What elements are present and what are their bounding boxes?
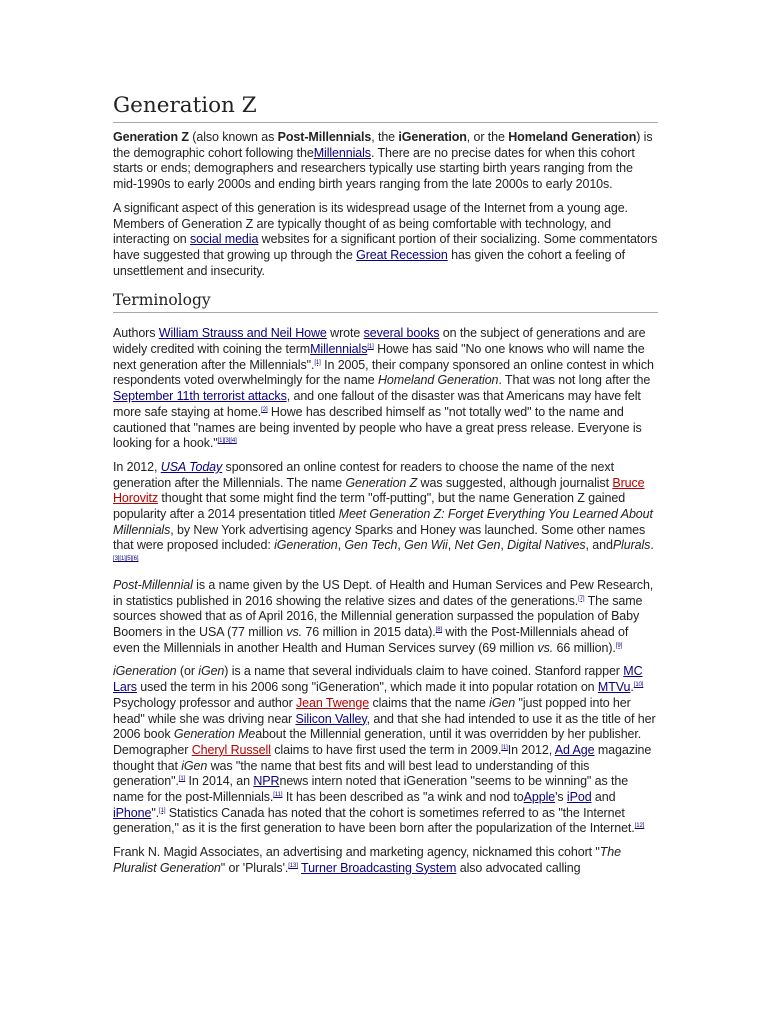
- text-run: (also known as: [188, 130, 278, 144]
- text-run: has given the cohort a feeling of unsettlement and insecurity.: [113, 247, 625, 278]
- wiki-link[interactable]: Ad Age: [554, 742, 595, 757]
- citation-link[interactable]: [1]: [159, 807, 166, 814]
- wiki-link[interactable]: USA Today: [160, 459, 223, 474]
- wiki-link[interactable]: Silicon Valley: [295, 711, 367, 726]
- text-run: sponsored an online contest for readers to choose the name of the next generation after the Millennials. The name: [113, 459, 614, 490]
- text-run: claims that the name: [369, 695, 490, 710]
- text-run: claims to have first used the term in 2009.: [270, 742, 502, 757]
- citation-link[interactable]: [1]: [314, 359, 321, 366]
- italic-term: Homeland Generation: [378, 373, 499, 388]
- text-run: In 2012,: [507, 742, 555, 757]
- citation-link[interactable]: [10]: [633, 682, 644, 689]
- text-run: and: [591, 790, 616, 805]
- text-run: .: [650, 538, 654, 553]
- text-run: Howe has said "No one knows who will name the next generation after the Millennials".: [113, 342, 645, 372]
- text-run: about the Millennial generation, until it was overridden by her publisher. Demographer: [113, 727, 642, 757]
- text-run: ,: [397, 538, 405, 553]
- text-run: .: [630, 680, 634, 695]
- wiki-link[interactable]: NPR: [253, 774, 280, 789]
- text-run: A significant aspect of this generation is its widespread usage of the Internet from a young age. Members of Generation Z are typically thought of as being comfortable with technology, and interacting on: [113, 200, 628, 247]
- text-run: was "the name that best fits and will best lead to understanding of this generation".: [113, 758, 590, 789]
- text-run: ,: [447, 538, 455, 553]
- section-heading-terminology: Terminology: [113, 290, 658, 313]
- citation-superscript: [218, 438, 237, 444]
- bold-term: Homeland Generation: [508, 130, 637, 144]
- text-run: , and that she had intended to use it as the title of her 2006 book: [113, 711, 656, 742]
- text-run: It has been described as "a wink and nod to: [282, 790, 524, 805]
- red-link[interactable]: Bruce Horovitz: [113, 475, 645, 506]
- text-run: , and: [585, 538, 613, 553]
- text-run: , the: [371, 130, 399, 144]
- wiki-link[interactable]: Millennials: [313, 145, 371, 160]
- text-run: on the subject of generations and are widely credited with coining the term: [113, 326, 646, 357]
- wiki-link[interactable]: several books: [363, 326, 440, 341]
- text-run: news intern noted that iGeneration "seems to be winning" as the name for the post-Millennials.: [113, 774, 629, 805]
- italic-term: Generation Me: [173, 727, 256, 742]
- text-run: In 2014, an: [185, 774, 254, 789]
- text-run: (or: [176, 664, 199, 679]
- bold-term: Post-Millennials: [277, 130, 372, 144]
- italic-term: iGen: [181, 758, 208, 773]
- wiki-link[interactable]: William Strauss and Neil Howe: [158, 326, 327, 341]
- italic-term: iGen: [489, 695, 516, 710]
- text-run: Authors: [113, 326, 159, 341]
- bold-term: iGeneration: [398, 130, 467, 144]
- text-run: thought that some might find the term "off-putting", but the name Generation Z gained popularity after a 2014 presentation titled: [113, 491, 626, 522]
- text-run: Statistics Canada has noted that the cohort is sometimes referred to as "the Internet generation," as it is the first generation to have been born after the popularization of the Internet.: [113, 805, 635, 836]
- italic-term: vs.: [537, 640, 554, 655]
- citation-link[interactable]: [11]: [273, 792, 283, 799]
- wiki-link[interactable]: Turner Broadcasting System: [301, 860, 457, 875]
- italic-term: vs.: [286, 624, 303, 639]
- citation-link[interactable]: [8]: [435, 626, 443, 633]
- text-run: ".: [151, 805, 160, 820]
- citation-link[interactable]: [1]: [367, 344, 374, 351]
- text-run: In 2005, their company sponsored an online contest in which respondents voted overwhelmingly for the name: [113, 357, 654, 388]
- red-link[interactable]: Jean Twenge: [296, 695, 370, 710]
- wiki-link[interactable]: MC Lars: [113, 664, 643, 695]
- text-run: wrote: [326, 326, 364, 341]
- text-run: Frank N. Magid Associates, an advertising and marketing agency, nicknamed this cohort ": [113, 845, 600, 860]
- wiki-link[interactable]: social media: [190, 232, 259, 247]
- text-run: ,: [337, 538, 345, 553]
- wiki-link[interactable]: Millennials: [310, 342, 368, 357]
- citation-superscript: [113, 556, 138, 562]
- italic-term: The Pluralist Generation: [113, 845, 621, 875]
- wiki-link[interactable]: iPhone: [113, 805, 152, 820]
- text-run: ,: [500, 538, 508, 553]
- italic-term: iGen: [198, 664, 225, 679]
- text-run: is a name given by the US Dept. of Health and Human Services and Pew Research, in statistics published in 2016 showing the relative sizes and dates of the generations.: [113, 577, 654, 608]
- citation-link[interactable]: [1]: [501, 744, 508, 751]
- text-run: " or 'Plurals'.: [220, 860, 289, 875]
- citation-link[interactable]: [3][1][5][6]: [113, 556, 139, 563]
- italic-term: Meet Generation Z: Forget Everything You Learned About Millennials: [113, 507, 653, 537]
- text-run: with the Post-Millennials ahead of even the Millennials in another Health and Human Services survey (69 million: [113, 624, 629, 655]
- text-run: , or the: [466, 130, 509, 144]
- italic-term: Plurals: [612, 538, 651, 553]
- terminology-paragraph-5: [113, 845, 658, 876]
- text-run: "just popped into her head" while she was driving near: [113, 695, 631, 726]
- terminology-paragraph-4: [113, 664, 658, 837]
- citation-superscript: [635, 823, 645, 829]
- italic-term: Net Gen: [454, 538, 501, 553]
- italic-term: Gen Wii: [404, 538, 448, 553]
- text-run: was suggested, although journalist: [417, 475, 613, 490]
- citation-link[interactable]: [9]: [615, 642, 623, 649]
- italic-term: Digital Natives: [507, 538, 586, 553]
- citation-superscript: [288, 863, 298, 869]
- citation-link[interactable]: [1][3][4]: [217, 438, 237, 445]
- article: [113, 92, 658, 885]
- wiki-link[interactable]: Apple: [523, 790, 556, 805]
- text-run: ) is the demographic cohort following the: [113, 130, 653, 160]
- text-run: 66 million).: [553, 640, 616, 655]
- citation-link[interactable]: [1]: [178, 776, 186, 783]
- text-run: Psychology professor and author: [113, 695, 297, 710]
- lead-paragraph-2: [113, 201, 658, 280]
- wiki-link[interactable]: iPod: [566, 790, 592, 805]
- text-run: magazine thought that: [113, 742, 652, 773]
- text-run: , and one fallout of the disaster was that Americans may have felt more safe staying at home.: [113, 389, 641, 419]
- text-run: used the term in his 2006 song "iGeneration", which made it into popular rotation on: [136, 680, 598, 695]
- wiki-link[interactable]: MTVu: [597, 680, 631, 695]
- italic-term: Generation Z: [345, 475, 418, 490]
- text-run: 's: [555, 790, 567, 805]
- citation-link[interactable]: [13]: [288, 862, 298, 869]
- page-title: Generation Z: [113, 92, 658, 123]
- wiki-link[interactable]: Great Recession: [356, 247, 448, 262]
- terminology-paragraph-3: [113, 578, 658, 657]
- citation-link[interactable]: [12]: [634, 823, 645, 830]
- text-run: websites for a significant portion of their socializing. Some commentators have suggested that growing up through the: [113, 232, 658, 262]
- italic-term: iGeneration: [113, 664, 177, 679]
- text-run: In 2012,: [113, 459, 161, 474]
- citation-superscript: [634, 682, 644, 688]
- italic-term: Gen Tech: [344, 538, 398, 553]
- text-run: , by New York advertising agency Sparks and Honey was launched. Some other names that were proposed included:: [113, 522, 646, 553]
- italic-term: iGeneration: [274, 538, 338, 553]
- text-run: . That was not long after the: [498, 373, 651, 388]
- text-run: Howe has described himself as "not totally wed" to the name and cautioned that "names are being invented by people who have a great press release. Everyone is looking for a hook.": [113, 404, 642, 451]
- text-run: 76 million in 2015 data).: [302, 624, 436, 639]
- citation-link[interactable]: [7]: [578, 595, 585, 602]
- terminology-paragraph-2: [113, 460, 658, 570]
- wiki-link[interactable]: September 11th terrorist attacks: [113, 389, 287, 404]
- text-run: The same sources showed that as of April 2016, the Millennial generation surpassed the population of Baby Boomers in the USA (77 million: [113, 593, 643, 639]
- bold-term: Generation Z: [113, 130, 189, 144]
- red-link[interactable]: Cheryl Russell: [191, 742, 271, 757]
- lead-paragraph-1: [113, 130, 658, 193]
- citation-link[interactable]: [2]: [261, 406, 268, 413]
- citation-superscript: [616, 643, 622, 649]
- text-run: also advocated calling: [456, 860, 581, 875]
- text-run: ) is a name that several individuals claim to have coined. Stanford rapper: [224, 664, 624, 679]
- text-run: . There are no precise dates for when this cohort starts or ends; demographers and researchers typically use starting birth years ranging from the mid-1990s to early 2000s and ending birth years ranging from the late 2000s to early 2010s.: [113, 145, 635, 192]
- italic-term: Post-Millennial: [113, 577, 193, 592]
- terminology-paragraph-1: [113, 326, 658, 452]
